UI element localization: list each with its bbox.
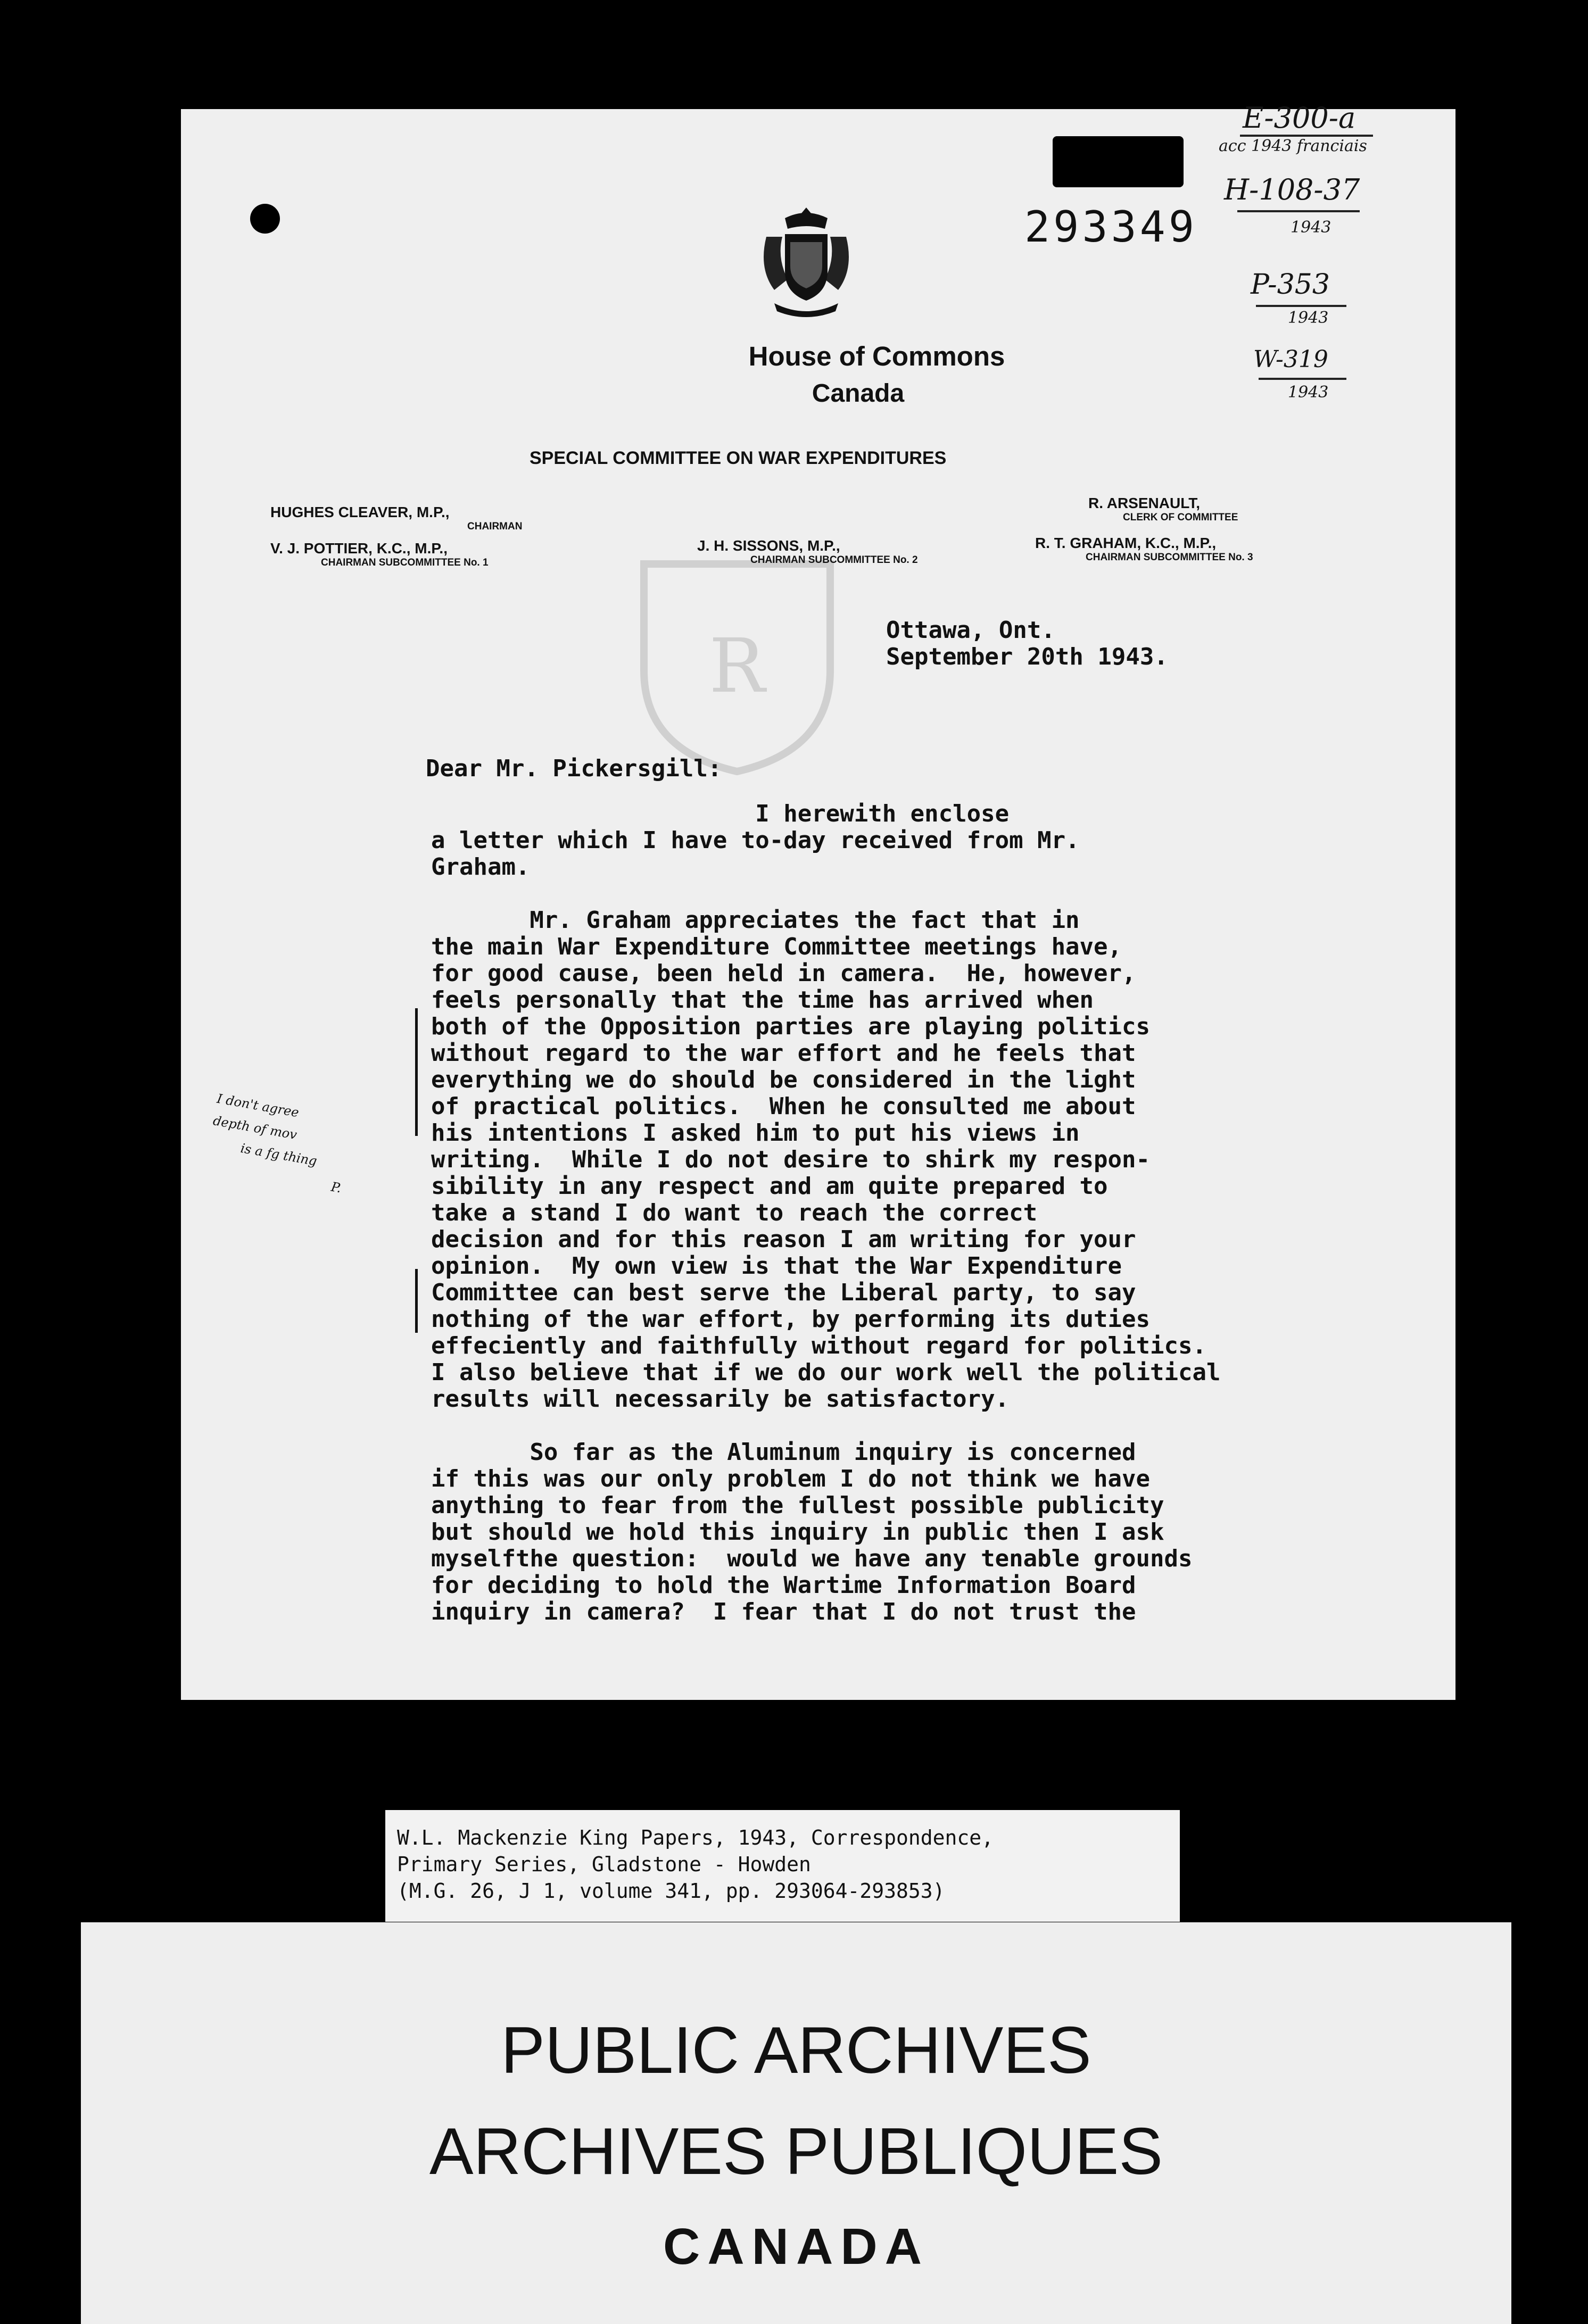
margin-mark-1 — [415, 1008, 418, 1136]
document-number: 293349 — [1024, 202, 1197, 252]
member-graham-name: R. T. GRAHAM, K.C., M.P., — [1035, 535, 1217, 551]
coat-of-arms-icon — [756, 205, 857, 319]
body-line: I also believe that if we do our work well the political — [431, 1359, 1221, 1386]
archive-code-4-year: 1943 — [1288, 383, 1329, 402]
source-citation-label — [385, 1810, 1180, 1922]
body-line: both of the Opposition parties are playing politics — [431, 1013, 1151, 1040]
archives-line-english: PUBLIC ARCHIVES — [501, 2014, 1091, 2087]
citation-line-2: Primary Series, Gladstone - Howden — [397, 1853, 811, 1876]
citation-line-1: W.L. Mackenzie King Papers, 1943, Correspondence, — [397, 1826, 994, 1849]
body-line: take a stand I do want to reach the correct — [431, 1199, 1038, 1226]
body-line: writing. While I do not desire to shirk my respon- — [431, 1146, 1151, 1173]
letterhead-country: Canada — [812, 379, 905, 408]
code2-underline — [1237, 210, 1360, 212]
member-cleaver — [270, 504, 522, 533]
archive-code-2: H-108-37 — [1224, 173, 1360, 206]
body-line: a letter which I have to-day received from Mr. — [431, 827, 1080, 854]
watermark-shield-icon — [633, 553, 841, 777]
member-graham — [1035, 535, 1253, 563]
body-line: without regard to the war effort and he feels that — [431, 1040, 1136, 1067]
body-line: everything we do should be considered in the light — [431, 1066, 1136, 1093]
body-line: his intentions I asked him to put his views in — [431, 1119, 1080, 1147]
body-line: anything to fear from the fullest possible publicity — [431, 1492, 1164, 1519]
body-line: for deciding to hold the Wartime Information Board — [431, 1572, 1136, 1599]
margin-note-line-3: is a fg thing — [239, 1140, 318, 1169]
punch-hole — [250, 204, 280, 234]
margin-note-line-4: P. — [329, 1179, 343, 1196]
member-arsenault-name: R. ARSENAULT, — [1088, 495, 1200, 511]
letter-date: September 20th 1943. — [886, 643, 1168, 670]
member-pottier — [270, 540, 489, 569]
member-cleaver-role: CHAIRMAN — [467, 521, 523, 532]
body-line: I herewith enclose — [431, 800, 1010, 827]
archive-code-3: P-353 — [1251, 269, 1330, 301]
margin-note-line-1: I don't agree — [216, 1091, 300, 1120]
margin-note-line-2: depth of mov — [212, 1113, 299, 1143]
body-line: feels personally that the time has arrived when — [431, 986, 1094, 1014]
letterhead-title: House of Commons — [748, 341, 1005, 371]
citation-line-3: (M.G. 26, J 1, volume 341, pp. 293064-293853) — [397, 1879, 945, 1903]
committee-name: SPECIAL COMMITTEE ON WAR EXPENDITURES — [530, 448, 947, 468]
body-line: the main War Expenditure Committee meetings have, — [431, 933, 1122, 960]
body-line: Committee can best serve the Liberal party, to say — [431, 1279, 1136, 1306]
archive-code-3-year: 1943 — [1288, 309, 1329, 327]
body-line: Mr. Graham appreciates the fact that in — [431, 907, 1080, 934]
archive-code-1-note: acc 1943 franciais — [1219, 137, 1367, 155]
letter-page — [181, 101, 1455, 1700]
body-line: Graham. — [431, 853, 530, 881]
body-line: effeciently and faithfully without regard for politics. — [431, 1332, 1206, 1359]
member-graham-role: CHAIRMAN SUBCOMMITTEE No. 3 — [1086, 552, 1253, 563]
archives-line-french: ARCHIVES PUBLIQUES — [429, 2115, 1163, 2188]
body-line: opinion. My own view is that the War Expenditure — [431, 1252, 1122, 1280]
body-line: for good cause, been held in camera. He, however, — [431, 960, 1136, 987]
body-line: myselfthe question: would we have any tenable grounds — [431, 1545, 1193, 1572]
handwritten-margin-note — [203, 1088, 354, 1199]
body-line: decision and for this reason I am writing for your — [431, 1226, 1136, 1253]
letter-salutation: Dear Mr. Pickersgill: — [426, 755, 722, 782]
letter-place: Ottawa, Ont. — [886, 617, 1055, 644]
archives-banner — [81, 1922, 1511, 2324]
member-sissons-role: CHAIRMAN SUBCOMMITTEE No. 2 — [750, 554, 918, 566]
svg-text:R: R — [709, 623, 765, 710]
archives-line-canada: CANADA — [663, 2218, 929, 2275]
member-arsenault-role: CLERK OF COMMITTEE — [1123, 512, 1238, 523]
body-line: if this was our only problem I do not think we have — [431, 1465, 1151, 1492]
body-line: but should we hold this inquiry in public then I ask — [431, 1518, 1164, 1546]
body-line: inquiry in camera? I fear that I do not trust the — [431, 1598, 1136, 1625]
margin-mark-2 — [415, 1269, 418, 1333]
archive-code-1: E-300-a — [1243, 101, 1356, 135]
body-line: of practical politics. When he consulted me about — [431, 1093, 1136, 1120]
archive-code-4: W-319 — [1253, 346, 1328, 373]
redaction-block — [1053, 136, 1184, 187]
body-line: results will necessarily be satisfactory. — [431, 1385, 1010, 1413]
body-line: nothing of the war effort, by performing its duties — [431, 1306, 1151, 1333]
member-cleaver-name: HUGHES CLEAVER, M.P., — [270, 504, 450, 520]
archive-code-2-year: 1943 — [1291, 218, 1331, 237]
member-pottier-role: CHAIRMAN SUBCOMMITTEE No. 1 — [321, 557, 489, 568]
body-line: sibility in any respect and am quite prepared to — [431, 1173, 1108, 1200]
member-sissons-name: J. H. SISSONS, M.P., — [697, 537, 840, 554]
member-arsenault — [1088, 495, 1238, 524]
body-line: So far as the Aluminum inquiry is concerned — [431, 1439, 1136, 1466]
code3-underline — [1256, 305, 1346, 307]
member-pottier-name: V. J. POTTIER, K.C., M.P., — [270, 540, 448, 557]
member-sissons — [697, 537, 918, 566]
